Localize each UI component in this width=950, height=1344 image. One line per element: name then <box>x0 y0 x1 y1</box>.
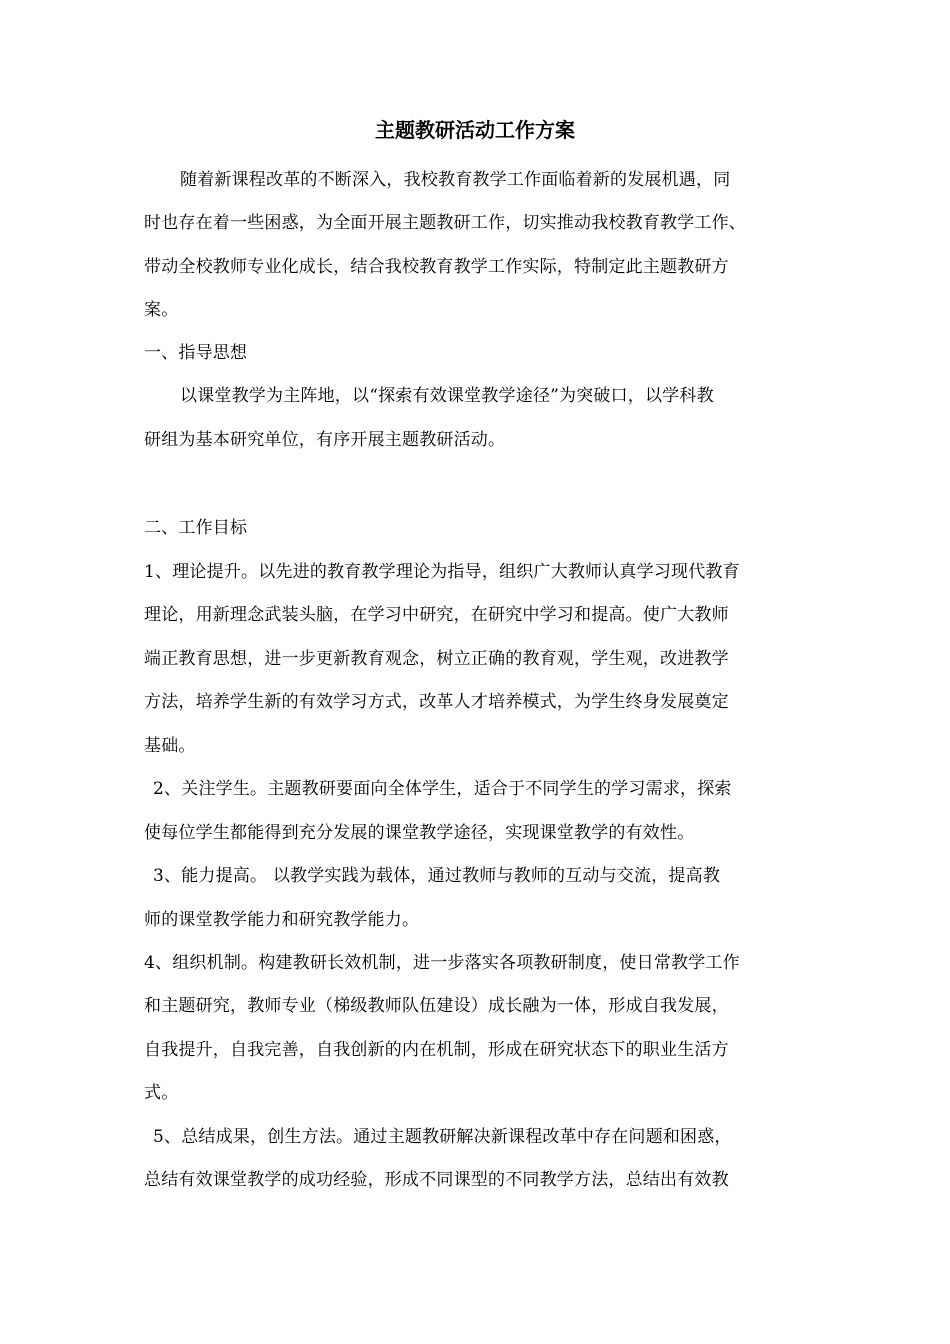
paragraph-line: 1、理论提升。以先进的教育教学理论为指导，组织广大教师认真学习现代教育 <box>144 562 740 582</box>
paragraph-line: 3、能力提高。 以教学实践为载体，通过教师与教师的互动与交流，提高教 <box>153 866 721 886</box>
paragraph-line: 基础。 <box>144 736 196 756</box>
paragraph-line: 使每位学生都能得到充分发展的课堂教学途径，实现课堂教学的有效性。 <box>144 823 695 843</box>
section-heading-guiding-thought: 一、指导思想 <box>144 343 248 363</box>
paragraph-line: 带动全校教师专业化成长，结合我校教育教学工作实际，特制定此主题教研方 <box>144 257 729 277</box>
paragraph-line: 案。 <box>144 300 179 320</box>
paragraph-line: 和主题研究，教师专业（梯级教师队伍建设）成长融为一体，形成自我发展， <box>144 996 729 1016</box>
paragraph-line: 随着新课程改革的不断深入，我校教育教学工作面临着新的发展机遇，同 <box>180 170 731 190</box>
paragraph-line: 时也存在着一些困惑，为全面开展主题教研工作，切实推动我校教育教学工作、 <box>144 213 746 233</box>
paragraph-line: 总结有效课堂教学的成功经验，形成不同课型的不同教学方法，总结出有效教 <box>144 1170 729 1190</box>
paragraph-line: 师的课堂教学能力和研究教学能力。 <box>144 910 420 930</box>
paragraph-line: 以课堂教学为主阵地，以“探索有效课堂教学途径”为突破口，以学科教 <box>180 386 714 406</box>
paragraph-line: 方法，培养学生新的有效学习方式，改革人才培养模式，为学生终身发展奠定 <box>144 692 729 712</box>
paragraph-line: 4、组织机制。构建教研长效机制，进一步落实各项教研制度，使日常教学工作 <box>144 953 740 973</box>
paragraph-line: 2、关注学生。主题教研要面向全体学生，适合于不同学生的学习需求，探索 <box>153 779 732 799</box>
paragraph-line: 研组为基本研究单位，有序开展主题教研活动。 <box>144 430 506 450</box>
paragraph-line: 式。 <box>144 1083 179 1103</box>
paragraph-line: 自我提升，自我完善，自我创新的内在机制，形成在研究状态下的职业生活方 <box>144 1040 729 1060</box>
document-title: 主题教研活动工作方案 <box>375 118 575 142</box>
paragraph-line: 5、总结成果，创生方法。通过主题教研解决新课程改革中存在问题和困惑， <box>153 1127 732 1147</box>
section-heading-work-goals: 二、工作目标 <box>144 518 248 538</box>
paragraph-line: 端正教育思想，进一步更新教育观念，树立正确的教育观，学生观，改进教学 <box>144 649 729 669</box>
paragraph-line: 理论，用新理念武装头脑，在学习中研究，在研究中学习和提高。使广大教师 <box>144 605 729 625</box>
